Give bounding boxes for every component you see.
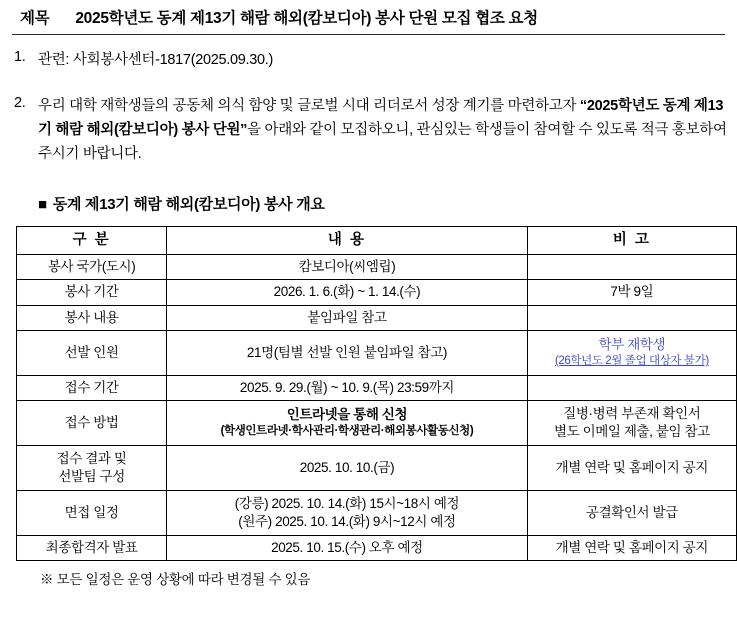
row-note <box>527 375 736 400</box>
section-heading <box>10 193 727 214</box>
row-label: 선발 인원 <box>17 330 167 375</box>
row-note: 개별 연락 및 홈페이지 공지 <box>527 446 736 491</box>
page-title: 2025학년도 동계 제13기 해람 해외(캄보디아) 봉사 단원 모집 협조 요청 <box>75 10 538 27</box>
table-row <box>17 280 737 305</box>
row-content: 2026. 1. 6.(화) ~ 1. 14.(수) <box>167 280 528 305</box>
paragraph-2-text-part2: 을 아래와 같이 모집하오니, 관심있는 학생들이 참여할 수 있도록 적극 홍보하여 주시기 바랍니다. <box>38 121 727 162</box>
overview-table-wrapper <box>10 226 727 562</box>
row-content: 2025. 10. 10.(금) <box>167 446 528 491</box>
document-title-row <box>10 0 727 34</box>
row-label-line-1: 접수 결과 및 <box>56 450 127 466</box>
row-note <box>527 255 736 280</box>
paragraph-2-text-emphasis: “2025학년도 동계 제13기 해람 해외(캄보디아) 봉사 단원” <box>38 97 724 138</box>
row-content-line-1: (강릉) 2025. 10. 14.(화) 15시~18시 예정 <box>234 495 460 511</box>
section-heading-text: 동계 제13기 해람 해외(캄보디아) 봉사 개요 <box>52 195 325 213</box>
row-content: 2025. 10. 15.(수) 오후 예정 <box>167 536 528 561</box>
table-row <box>17 305 737 330</box>
row-content-line-2: (학생인트라넷·학사관리·학생관리·해외봉사활동신청) <box>220 425 474 438</box>
paragraph-1-number: 1. <box>14 49 26 65</box>
row-label: 봉사 기간 <box>17 280 167 305</box>
row-content: 붙임파일 참고 <box>167 305 528 330</box>
table-row <box>17 446 737 491</box>
row-label: 봉사 국가(도시) <box>17 255 167 280</box>
table-footnote: ※ 모든 일정은 운영 상황에 따라 변경될 수 있음 <box>40 572 311 588</box>
paragraph-1-body <box>38 49 727 73</box>
table-header-row <box>17 226 737 255</box>
row-content: 2025. 9. 29.(월) ~ 10. 9.(목) 23:59까지 <box>167 375 528 400</box>
row-note-line-2: 별도 이메일 제출, 붙임 참고 <box>553 424 710 440</box>
table-row <box>17 375 737 400</box>
row-label: 봉사 내용 <box>17 305 167 330</box>
table-row <box>17 330 737 375</box>
row-content: 캄보디아(씨엠립) <box>167 255 528 280</box>
table-row <box>17 491 737 536</box>
row-content: 21명(팀별 선발 인원 붙임파일 참고) <box>167 330 528 375</box>
table-head <box>17 226 737 255</box>
overview-table <box>16 226 737 562</box>
row-label: 최종합격자 발표 <box>17 536 167 561</box>
row-note: 7박 9일 <box>527 280 736 305</box>
paragraph-1-text: 관련: 사회봉사센터-1817(2025.09.30.) <box>38 52 274 68</box>
table-body <box>17 255 737 561</box>
row-note: 공결확인서 발급 <box>527 491 736 536</box>
table-row <box>17 401 737 446</box>
table-header-content: 내 용 <box>167 226 528 255</box>
table-header-division: 구 분 <box>17 226 167 255</box>
square-bullet-icon: ■ <box>38 195 47 213</box>
paragraph-2-body <box>38 95 727 167</box>
row-note-line-1: 학부 재학생 <box>598 337 666 353</box>
row-label: 접수 방법 <box>17 401 167 446</box>
title-label: 제목 <box>20 10 50 27</box>
row-content-line-1: 인트라넷을 통해 신청 <box>286 407 408 423</box>
row-label: 면접 일정 <box>17 491 167 536</box>
row-note <box>527 401 736 446</box>
paragraph-1 <box>10 49 727 73</box>
row-note-line-1: 질병·병력 부존재 확인서 <box>563 405 701 421</box>
row-content <box>167 401 528 446</box>
row-note-line-2: (26학년도 2월 졸업 대상자 불가) <box>554 355 709 368</box>
row-note <box>527 305 736 330</box>
row-label-line-2: 선발팀 구성 <box>58 469 125 485</box>
table-header-note: 비 고 <box>527 226 736 255</box>
row-content-line-2: (원주) 2025. 10. 14.(화) 9시~12시 예정 <box>238 514 456 530</box>
paragraph-2 <box>10 95 727 167</box>
row-label <box>17 446 167 491</box>
row-label: 접수 기간 <box>17 375 167 400</box>
row-note: 개별 연락 및 홈페이지 공지 <box>527 536 736 561</box>
row-note <box>527 330 736 375</box>
row-content <box>167 491 528 536</box>
table-row <box>17 536 737 561</box>
paragraph-2-text-part1: 우리 대학 재학생들의 공동체 의식 함양 및 글로벌 시대 리더로서 성장 계기를 마련하고자 <box>38 97 580 114</box>
title-divider <box>12 34 725 35</box>
table-row <box>17 255 737 280</box>
paragraph-2-number: 2. <box>14 94 26 111</box>
